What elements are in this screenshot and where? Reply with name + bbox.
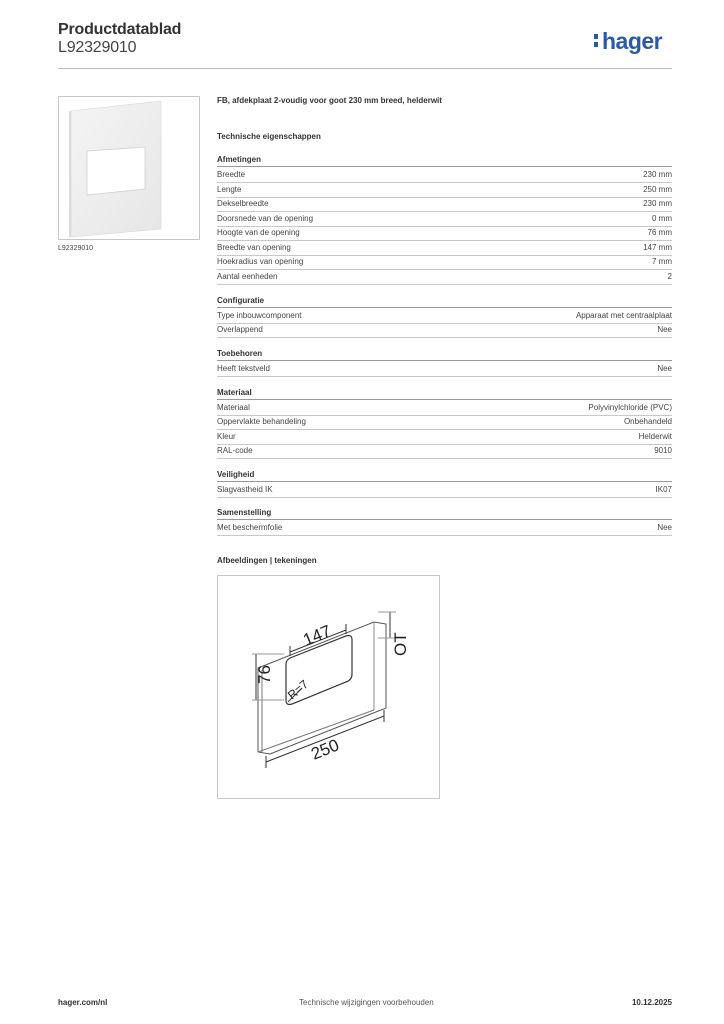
spec-row bbox=[217, 197, 672, 212]
spec-label: Met beschermfolie bbox=[217, 523, 283, 532]
footer-notice: Technische wijzigingen voorbehouden bbox=[299, 998, 434, 1007]
header-divider bbox=[58, 68, 672, 69]
section-heading-materiaal: Materiaal bbox=[217, 387, 672, 400]
spec-label: Breedte bbox=[217, 170, 246, 179]
spec-label: Dekselbreedte bbox=[217, 199, 269, 208]
spec-row bbox=[217, 270, 672, 285]
spec-value: Nee bbox=[657, 364, 672, 373]
technical-drawing bbox=[217, 575, 440, 799]
section-heading-afmetingen: Afmetingen bbox=[217, 154, 672, 167]
cover-plate-illustration bbox=[59, 97, 199, 239]
spec-value: 7 mm bbox=[652, 257, 672, 266]
spec-value: 76 mm bbox=[647, 228, 672, 237]
spec-label: Aantal eenheden bbox=[217, 272, 278, 281]
spec-value: Onbehandeld bbox=[623, 417, 672, 426]
section-heading-veiligheid: Veiligheid bbox=[217, 469, 672, 482]
spec-value: 230 mm bbox=[643, 170, 672, 179]
section-heading-samenstelling: Samenstelling bbox=[217, 507, 672, 520]
spec-row bbox=[217, 362, 672, 377]
spec-row bbox=[217, 226, 672, 241]
dim-radius-label: R=7 bbox=[284, 677, 312, 703]
spec-value: Helderwit bbox=[638, 432, 672, 441]
footer-date: 10.12.2025 bbox=[631, 998, 672, 1007]
spec-label: Oppervlakte behandeling bbox=[217, 417, 306, 426]
spec-label: Type inbouwcomponent bbox=[217, 311, 302, 320]
spec-row bbox=[217, 255, 672, 270]
image-caption: L92329010 bbox=[58, 245, 94, 252]
spec-value: IK07 bbox=[655, 485, 672, 494]
spec-label: Lengte bbox=[217, 185, 242, 194]
spec-label: Kleur bbox=[217, 432, 236, 441]
spec-value: 230 mm bbox=[643, 199, 672, 208]
spec-value: Polyvinylchloride (PVC) bbox=[588, 403, 672, 412]
dim-ot-label: OT bbox=[391, 632, 410, 656]
spec-label: Materiaal bbox=[217, 403, 250, 412]
spec-row bbox=[217, 241, 672, 256]
product-image bbox=[58, 96, 200, 240]
dim-length-label: 250 bbox=[308, 735, 342, 764]
spec-row bbox=[217, 415, 672, 430]
spec-row bbox=[217, 168, 672, 183]
spec-label: RAL-code bbox=[217, 446, 253, 455]
spec-value: 147 mm bbox=[643, 243, 672, 252]
section-heading-toebehoren: Toebehoren bbox=[217, 348, 672, 361]
spec-label: Heeft tekstveld bbox=[217, 364, 270, 373]
product-code: L92329010 bbox=[58, 39, 137, 56]
spec-label: Hoogte van de opening bbox=[217, 228, 300, 237]
hager-logo bbox=[594, 28, 662, 55]
spec-label: Breedte van opening bbox=[217, 243, 291, 252]
section-heading-configuratie: Configuratie bbox=[217, 295, 672, 308]
spec-value: 250 mm bbox=[643, 185, 672, 194]
dimension-drawing bbox=[218, 576, 439, 798]
spec-value: Nee bbox=[657, 325, 672, 334]
spec-row bbox=[217, 401, 672, 416]
spec-row bbox=[217, 444, 672, 459]
dim-width-label: 147 bbox=[300, 621, 334, 650]
spec-row bbox=[217, 483, 672, 498]
product-description: FB, afdekplaat 2-voudig voor goot 230 mm breed, helderwit bbox=[217, 96, 442, 105]
spec-value: 2 bbox=[667, 272, 672, 281]
spec-value: Apparaat met centraalplaat bbox=[575, 311, 672, 320]
spec-label: Overlappend bbox=[217, 325, 263, 334]
tech-properties-heading: Technische eigenschappen bbox=[217, 132, 321, 141]
spec-value: 9010 bbox=[654, 446, 672, 455]
spec-value: Nee bbox=[657, 523, 672, 532]
spec-row bbox=[217, 309, 672, 324]
spec-label: Doorsnede van de opening bbox=[217, 214, 314, 223]
spec-value: 0 mm bbox=[652, 214, 672, 223]
spec-row bbox=[217, 521, 672, 536]
spec-row bbox=[217, 323, 672, 338]
images-heading: Afbeeldingen | tekeningen bbox=[217, 556, 317, 565]
spec-label: Slagvastheid IK bbox=[217, 485, 273, 494]
spec-label: Hoekradius van opening bbox=[217, 257, 304, 266]
spec-row bbox=[217, 430, 672, 445]
footer-website-link[interactable]: hager.com/nl bbox=[58, 998, 108, 1007]
page-title: Productdatablad bbox=[58, 21, 182, 38]
spec-row bbox=[217, 212, 672, 227]
dim-height-label: 76 bbox=[255, 665, 274, 684]
logo-text: hager bbox=[602, 28, 663, 54]
spec-row bbox=[217, 183, 672, 198]
